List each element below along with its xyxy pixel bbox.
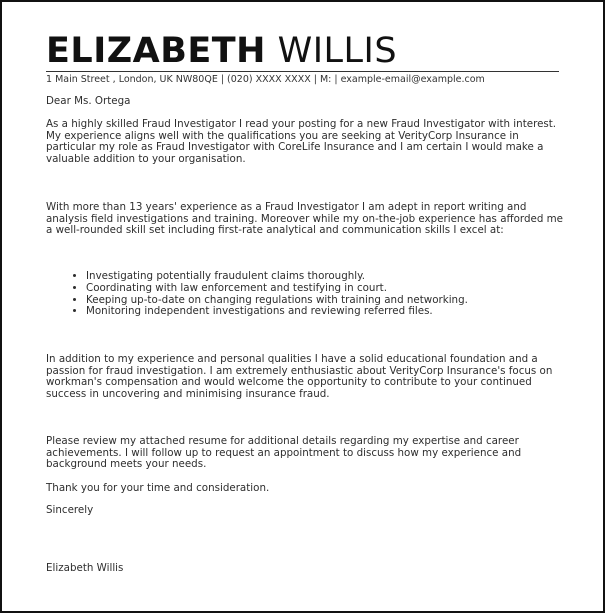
list-item: • Coordinating with law enforcement and testifying in court. [86,283,566,295]
paragraph-experience [46,202,566,237]
skills-list [46,271,566,318]
contact-line: 1 Main Street , London, UK NW80QE | (020) XXXX XXXX | M: | example-email@example.com [46,74,485,85]
list-item: • Monitoring independent investigations and reviewing referred files. [86,306,566,318]
paragraph-education [46,354,566,400]
closing: Sincerely [46,504,94,516]
applicant-name [46,31,397,71]
paragraph-thanks: Thank you for your time and consideration. [46,482,270,494]
list-item: • Keeping up-to-date on changing regulations with training and networking. [86,295,566,307]
last-name: WILLIS [277,31,398,71]
paragraph-text: With more than 13 years' experience as a Fraud Investigator I am adept in report writing and analysis field investigations and training. Moreover while my on-the-job experience has afforded me a well-rounded skill set including first-rate analytical and communication skills I excel at: [46,201,564,237]
paragraph-text: As a highly skilled Fraud Investigator I read your posting for a new Fraud Investigator with interest. My experience aligns well with the qualifications you are seeking at VerityCorp Insurance in particular my role as Fraud Investigator with CoreLife Insurance and I am certain I would make a valuable addition to your organisation. [46,118,557,165]
first-name: ELIZABETH [46,31,266,71]
paragraph-text: In addition to my experience and personal qualities I have a solid educational foundation and a passion for fraud investigation. I am extremely enthusiastic about VerityCorp Insurance's focus on workman's compensation and would welcome the opportunity to contribute to your continued success in uncovering and minimising insurance fraud. [46,353,553,400]
paragraph-followup [46,436,566,471]
salutation: Dear Ms. Ortega [46,95,131,107]
signer-name: Elizabeth Willis [46,562,124,574]
paragraph-intro [46,119,566,165]
header-divider [46,71,559,72]
paragraph-text: Please review my attached resume for additional details regarding my expertise and career achievements. I will follow up to request an appointment to discuss how my experience and background meets your needs. [46,435,522,471]
list-item: • Investigating potentially fraudulent claims thoroughly. [86,271,566,283]
